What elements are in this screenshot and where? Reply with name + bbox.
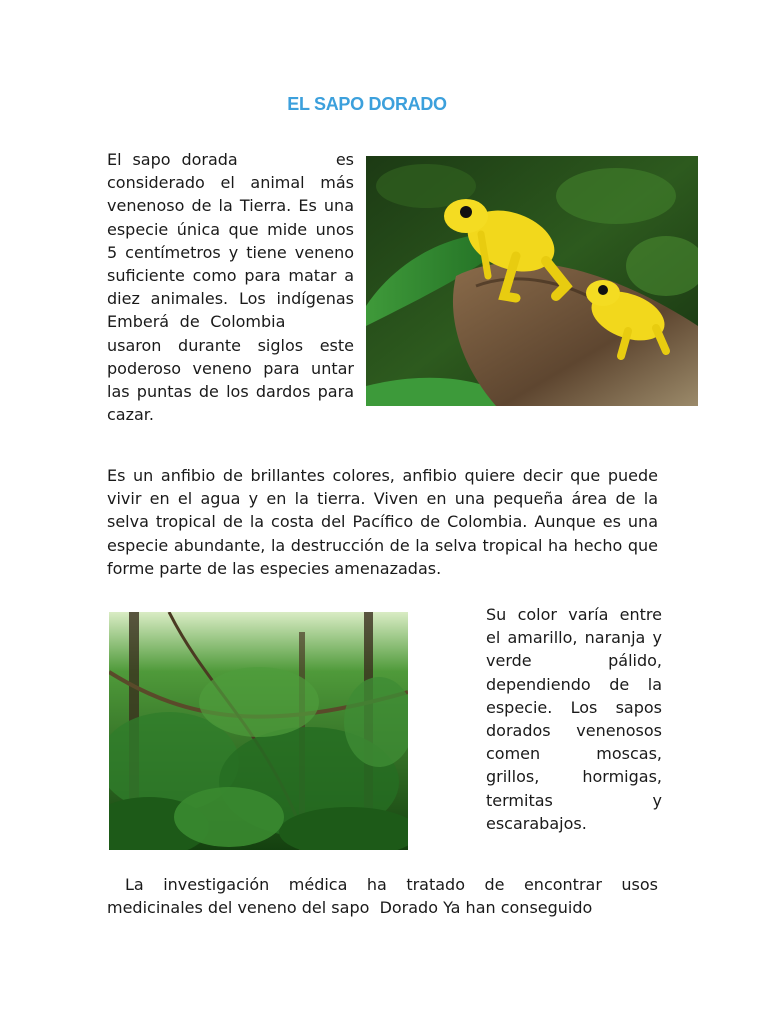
research-paragraph: La investigación médica ha tratado de encontrar usos medicinales del veneno del sapo Dorado Ya han conseguido: [107, 875, 658, 918]
rainforest-photo: [109, 612, 408, 850]
color-diet-paragraph: Su color varía entre el amarillo, naranja y verde pálido, dependiendo de la especie. Los sapos dorados venenosos comen moscas, grillos, hormigas, termitas y escarabajos.: [486, 605, 662, 833]
golden-frog-photo: [366, 156, 698, 406]
amphibian-paragraph: Es un anfibio de brillantes colores, anfibio quiere decir que puede vivir en el agua y en la tierra. Viven en una pequeña área de la selva tropical de la costa del Pacífico de Colombia. Aunque es una especie abundante, la destrucción de la selva tropical ha hecho que forme parte de las especies amenazadas.: [107, 466, 658, 578]
page-title: EL SAPO DORADO: [287, 94, 447, 114]
intro-paragraph: El sapo dorada es considerado el animal más venenoso de la Tierra. Es una especie única que mide unos 5 centímetros y tiene veneno suficiente como para matar a diez animales. Los indígenas Emberá de Colombia usaron durante siglos este poderoso veneno para untar las puntas de los dardos para cazar.: [107, 150, 354, 425]
